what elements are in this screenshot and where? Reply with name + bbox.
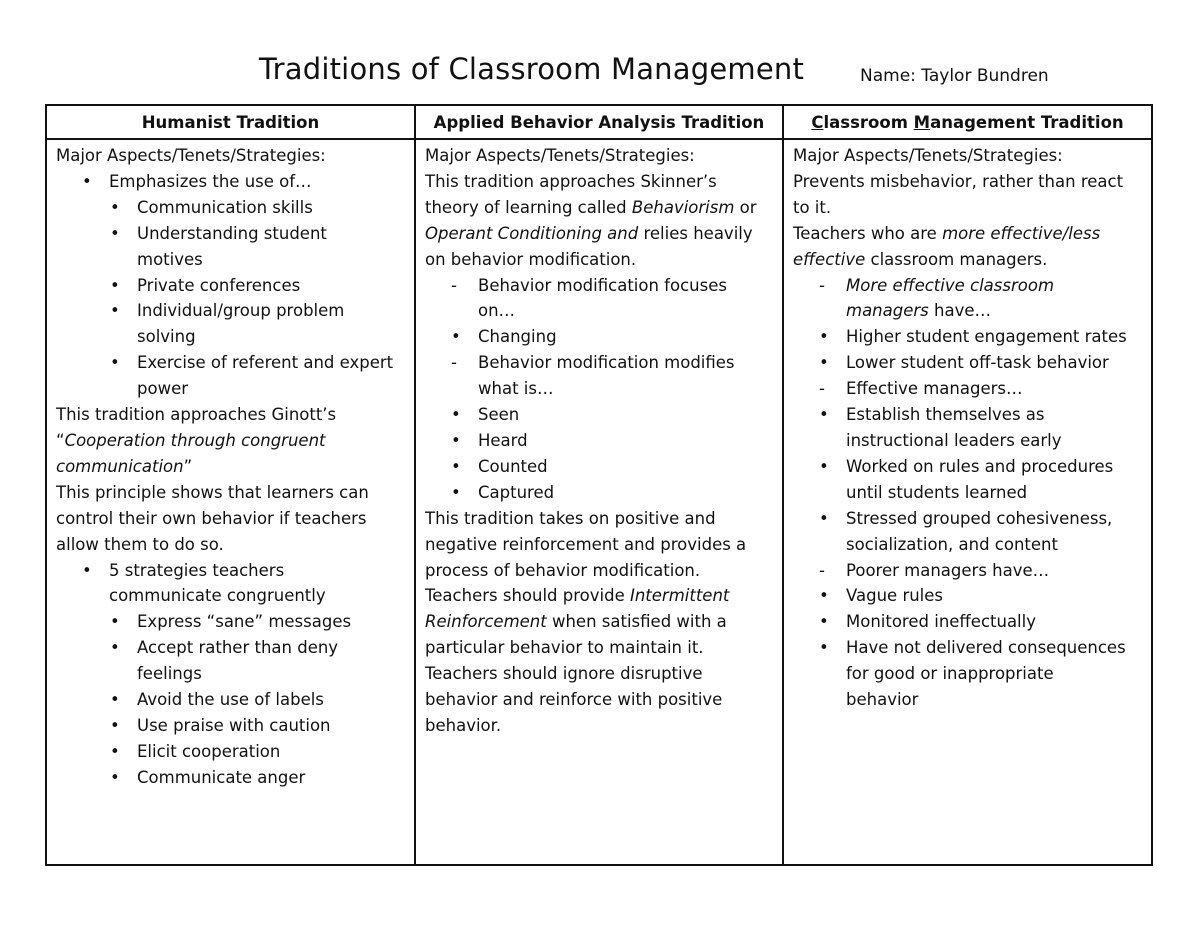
paragraph-line: on behavior modification. — [425, 249, 637, 269]
bullet-icon: • — [819, 353, 829, 373]
paragraph-line: This tradition approaches Ginott’s — [56, 405, 337, 425]
list-item: • Monitored ineffectually — [793, 609, 1143, 635]
bullet-icon: • — [110, 715, 120, 735]
list-item: • Have not delivered consequences — [793, 635, 1143, 661]
list-item: • Avoid the use of labels — [56, 687, 406, 713]
list-item: • Establish themselves as — [793, 402, 1143, 428]
bullet-icon: • — [110, 767, 120, 787]
traditions-table — [45, 104, 1153, 866]
bullet-icon: • — [82, 171, 92, 191]
bullet-icon: • — [451, 405, 461, 425]
list-item: • Communication skills — [56, 195, 406, 221]
list-item: • Private conferences — [56, 273, 406, 299]
list-item-continuation: on… — [478, 301, 516, 321]
classroom-management-cell — [783, 139, 1152, 865]
paragraph-line: theory of learning called Behaviorism or — [425, 197, 757, 217]
list-item: • Communicate anger — [56, 765, 406, 791]
list-item-continuation: instructional leaders early — [846, 430, 1062, 450]
list-item-continuation: behavior — [846, 690, 919, 710]
list-item-continuation: for good or inappropriate — [846, 664, 1054, 684]
list-item: • 5 strategies teachers — [56, 558, 406, 584]
bullet-icon: • — [819, 612, 829, 632]
bullet-icon: • — [110, 197, 120, 217]
header-humanist: Humanist Tradition — [46, 105, 415, 139]
author-name: Name: Taylor Bundren — [860, 66, 1049, 86]
list-item-continuation: motives — [137, 249, 203, 269]
bullet-icon: • — [82, 560, 92, 580]
header-cm-m: M — [913, 112, 931, 132]
bullet-icon: • — [110, 353, 120, 373]
header-cm-mid: lassroom — [823, 112, 914, 132]
aba-cell — [415, 139, 783, 865]
humanist-cell — [46, 139, 415, 865]
dash-icon: - — [819, 560, 825, 580]
bullet-icon: • — [110, 690, 120, 710]
list-item-continuation: what is… — [478, 379, 554, 399]
list-item: - Behavior modification focuses — [425, 273, 774, 299]
list-item: • Understanding student — [56, 221, 406, 247]
bullet-icon: • — [110, 612, 120, 632]
list-item: • Individual/group problem — [56, 298, 406, 324]
dash-icon: - — [819, 379, 825, 399]
paragraph-line: control their own behavior if teachers — [56, 508, 367, 528]
bullet-icon: • — [819, 456, 829, 476]
list-item-continuation: feelings — [137, 664, 202, 684]
header-cm-c: C — [811, 112, 824, 132]
bullet-icon: • — [451, 327, 461, 347]
aba-heading: Major Aspects/Tenets/Strategies: — [425, 146, 695, 165]
list-item-continuation: until students learned — [846, 482, 1028, 502]
paragraph-line: particular behavior to maintain it. — [425, 638, 704, 658]
bullet-icon: • — [819, 327, 829, 347]
document-title: Traditions of Classroom Management — [259, 52, 805, 86]
paragraph-line: “Cooperation through congruent — [56, 430, 326, 450]
list-item: - Poorer managers have… — [793, 558, 1143, 584]
paragraph-line: to it. — [793, 197, 832, 217]
list-item: • Captured — [425, 480, 774, 506]
bullet-icon: • — [451, 430, 461, 450]
list-item: • Counted — [425, 454, 774, 480]
paragraph-line: Teachers should provide Intermittent — [425, 586, 730, 606]
list-item: • Elicit cooperation — [56, 739, 406, 765]
header-cm-rest: anagement Tradition — [930, 112, 1124, 132]
list-item: • Worked on rules and procedures — [793, 454, 1143, 480]
bullet-icon: • — [819, 508, 829, 528]
bullet-icon: • — [110, 275, 120, 295]
cm-heading: Major Aspects/Tenets/Strategies: — [793, 146, 1063, 165]
bullet-icon: • — [451, 456, 461, 476]
list-item: - More effective classroom — [793, 273, 1143, 299]
header-aba: Applied Behavior Analysis Tradition — [415, 105, 783, 139]
paragraph-line: process of behavior modification. — [425, 560, 701, 580]
paragraph-line: This tradition approaches Skinner’s — [425, 171, 717, 191]
list-item: • Exercise of referent and expert — [56, 350, 406, 376]
list-item-continuation: solving — [137, 327, 196, 347]
dash-icon: - — [819, 275, 825, 295]
bullet-icon: • — [451, 482, 461, 502]
paragraph-line: This principle shows that learners can — [56, 482, 369, 502]
paragraph-line: Operant Conditioning and relies heavily — [425, 223, 753, 243]
list-item-continuation: communicate congruently — [109, 586, 326, 606]
list-item: • Stressed grouped cohesiveness, — [793, 506, 1143, 532]
bullet-icon: • — [819, 638, 829, 658]
table-body-row — [46, 139, 1152, 865]
paragraph-line: This tradition takes on positive and — [425, 508, 716, 528]
list-item: • Higher student engagement rates — [793, 324, 1143, 350]
bullet-icon: • — [110, 223, 120, 243]
dash-icon: - — [451, 275, 457, 295]
bullet-icon: • — [110, 638, 120, 658]
list-item: • Express “sane” messages — [56, 609, 406, 635]
list-item: - Effective managers… — [793, 376, 1143, 402]
list-item: • Emphasizes the use of… — [56, 169, 406, 195]
header-classroom-management — [783, 105, 1152, 139]
paragraph-line: effective classroom managers. — [793, 249, 1048, 269]
paragraph-line: Teachers should ignore disruptive — [425, 664, 703, 684]
paragraph-line: negative reinforcement and provides a — [425, 534, 747, 554]
table-header-row — [46, 105, 1152, 139]
paragraph-line: Teachers who are more effective/less — [793, 223, 1101, 243]
list-item-continuation: power — [137, 379, 188, 399]
paragraph-line: Reinforcement when satisfied with a — [425, 612, 727, 632]
list-item-continuation: managers have… — [846, 301, 991, 321]
bullet-icon: • — [110, 741, 120, 761]
list-item: • Accept rather than deny — [56, 635, 406, 661]
paragraph-line: behavior and reinforce with positive — [425, 690, 723, 710]
humanist-heading: Major Aspects/Tenets/Strategies: — [56, 146, 326, 165]
list-item: • Use praise with caution — [56, 713, 406, 739]
list-item: • Heard — [425, 428, 774, 454]
dash-icon: - — [451, 353, 457, 373]
list-item-continuation: socialization, and content — [846, 534, 1058, 554]
bullet-icon: • — [110, 301, 120, 321]
list-item: - Behavior modification modifies — [425, 350, 774, 376]
list-item: • Vague rules — [793, 583, 1143, 609]
paragraph-line: Prevents misbehavior, rather than react — [793, 171, 1124, 191]
list-item: • Lower student off-task behavior — [793, 350, 1143, 376]
list-item: • Changing — [425, 324, 774, 350]
paragraph-line: allow them to do so. — [56, 534, 224, 554]
bullet-icon: • — [819, 586, 829, 606]
paragraph-line: communication” — [56, 456, 193, 476]
list-item: • Seen — [425, 402, 774, 428]
bullet-icon: • — [819, 405, 829, 425]
paragraph-line: behavior. — [425, 715, 502, 735]
